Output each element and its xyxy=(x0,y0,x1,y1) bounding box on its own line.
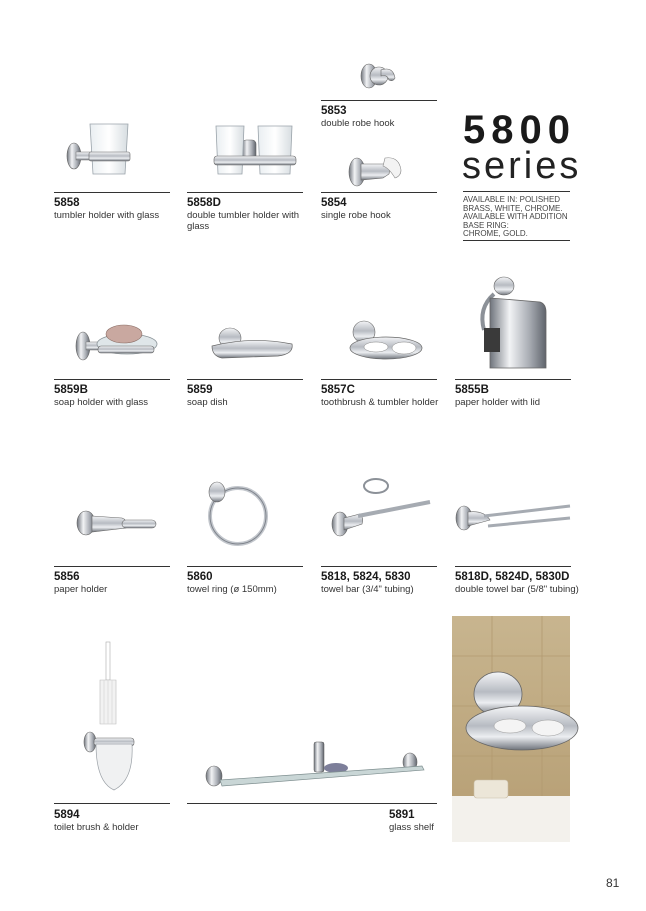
product-code-5859: 5859 xyxy=(187,384,213,396)
divider-5856 xyxy=(54,566,170,567)
product-code-5856: 5856 xyxy=(54,571,80,583)
glass-shelf-image xyxy=(200,740,426,794)
product-desc-5858d: double tumbler holder with glass xyxy=(187,210,299,232)
product-desc-5856: paper holder xyxy=(54,584,108,595)
soap-dish-image xyxy=(208,324,298,364)
product-desc-5859b: soap holder with glass xyxy=(54,397,148,408)
divider-5860 xyxy=(187,566,303,567)
product-code-5854: 5854 xyxy=(321,197,347,209)
lifestyle-photo xyxy=(452,616,570,842)
product-code-5860: 5860 xyxy=(187,571,213,583)
towel-ring-image xyxy=(200,478,272,548)
availability-line: AVAILABLE IN: POLISHED xyxy=(463,195,561,204)
divider-series-top xyxy=(463,191,570,192)
divider-5854 xyxy=(321,192,437,193)
product-code-5818d: 5818D, 5824D, 5830D xyxy=(455,571,570,583)
availability-line: AVAILABLE WITH ADDITION xyxy=(463,212,568,222)
towel-bar-image xyxy=(330,474,432,540)
product-desc-5858: tumbler holder with glass xyxy=(54,210,160,221)
product-code-5859b: 5859B xyxy=(54,384,88,396)
series-title: series xyxy=(462,145,582,187)
product-desc-5818: towel bar (3/4" tubing) xyxy=(321,584,414,595)
product-code-5855b: 5855B xyxy=(455,384,489,396)
toilet-brush-holder-image xyxy=(82,640,142,794)
double-robe-hook-image xyxy=(355,58,405,94)
product-code-5818: 5818, 5824, 5830 xyxy=(321,571,411,583)
divider-5857c xyxy=(321,379,437,380)
paper-holder-with-lid-image xyxy=(476,272,556,372)
product-desc-5857c: toothbrush & tumbler holder xyxy=(321,397,439,408)
paper-holder-image xyxy=(74,506,162,540)
product-desc-5855b: paper holder with lid xyxy=(455,397,541,408)
double-towel-bar-image xyxy=(454,498,572,540)
product-desc-5853: double robe hook xyxy=(321,118,395,129)
divider-5859 xyxy=(187,379,303,380)
product-code-5853: 5853 xyxy=(321,105,347,117)
availability-line: CHROME, GOLD. xyxy=(463,229,528,239)
product-code-5858d: 5858D xyxy=(187,197,221,209)
product-desc-5891: glass shelf xyxy=(389,822,434,833)
product-code-5858: 5858 xyxy=(54,197,80,209)
divider-5894 xyxy=(54,803,170,804)
double-tumbler-holder-image xyxy=(212,120,298,182)
divider-5859b xyxy=(54,379,170,380)
divider-5858d xyxy=(187,192,303,193)
single-robe-hook-image xyxy=(345,150,415,190)
availability-line: BRASS, WHITE, CHROME. xyxy=(463,203,563,213)
series-number: 5800 xyxy=(463,108,576,152)
product-code-5857c: 5857C xyxy=(321,384,355,396)
divider-5858 xyxy=(54,192,170,193)
divider-5818 xyxy=(321,566,437,567)
availability-note xyxy=(463,196,573,239)
product-desc-5818d: double towel bar (5/8" tubing) xyxy=(455,584,579,595)
divider-5891 xyxy=(187,803,437,804)
divider-5853 xyxy=(321,100,437,101)
divider-5818d xyxy=(455,566,571,567)
product-desc-5860: towel ring (ø 150mm) xyxy=(187,584,277,595)
product-desc-5854: single robe hook xyxy=(321,210,391,221)
divider-series-bottom xyxy=(463,240,570,241)
toothbrush-tumbler-holder-image xyxy=(346,318,430,364)
tumbler-holder-image xyxy=(62,120,142,182)
product-code-5894: 5894 xyxy=(54,809,80,821)
divider-5855b xyxy=(455,379,571,380)
product-code-5891: 5891 xyxy=(389,809,415,821)
availability-line: BASE RING: xyxy=(463,220,509,230)
product-desc-5894: toilet brush & holder xyxy=(54,822,139,833)
page-number: 81 xyxy=(606,876,620,890)
soap-holder-with-glass-image xyxy=(72,318,162,368)
product-desc-5859: soap dish xyxy=(187,397,228,408)
